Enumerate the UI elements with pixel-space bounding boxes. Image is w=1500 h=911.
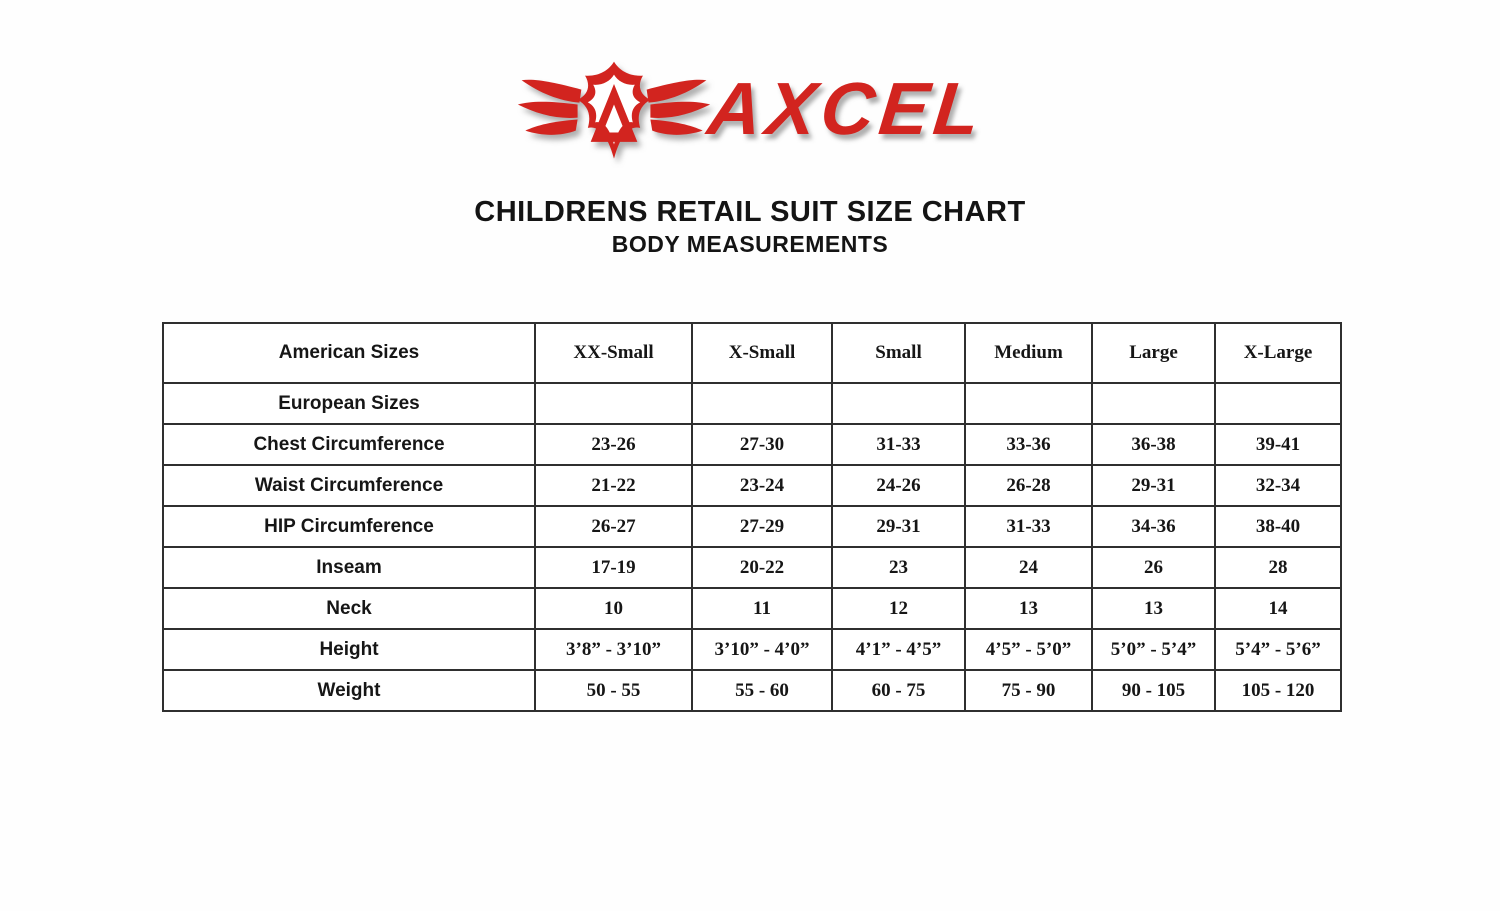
row-label-neck: Neck	[163, 588, 535, 629]
data-cell: 29-31	[1092, 465, 1215, 506]
data-cell: 20-22	[692, 547, 832, 588]
data-cell: 31-33	[832, 424, 965, 465]
table-row	[163, 383, 1341, 424]
data-cell: 13	[965, 588, 1092, 629]
axcel-logo	[0, 56, 1500, 168]
data-cell	[832, 383, 965, 424]
data-cell: 3’10” - 4’0”	[692, 629, 832, 670]
data-cell: 75 - 90	[965, 670, 1092, 711]
data-cell: 105 - 120	[1215, 670, 1341, 711]
data-cell: 33-36	[965, 424, 1092, 465]
data-cell: 13	[1092, 588, 1215, 629]
row-label-inseam: Inseam	[163, 547, 535, 588]
data-cell: 24	[965, 547, 1092, 588]
row-label-height: Height	[163, 629, 535, 670]
data-cell: 32-34	[1215, 465, 1341, 506]
table-row	[163, 588, 1341, 629]
data-cell: 50 - 55	[535, 670, 692, 711]
column-header-xx-small: XX-Small	[535, 323, 692, 383]
column-header-american-sizes: American Sizes	[163, 323, 535, 383]
data-cell	[1092, 383, 1215, 424]
data-cell: 27-30	[692, 424, 832, 465]
data-cell: 39-41	[1215, 424, 1341, 465]
column-header-medium: Medium	[965, 323, 1092, 383]
data-cell	[692, 383, 832, 424]
data-cell: 24-26	[832, 465, 965, 506]
data-cell: 26-27	[535, 506, 692, 547]
data-cell: 23-24	[692, 465, 832, 506]
row-label-waist-circumference: Waist Circumference	[163, 465, 535, 506]
data-cell	[965, 383, 1092, 424]
data-cell: 5’0” - 5’4”	[1092, 629, 1215, 670]
data-cell: 14	[1215, 588, 1341, 629]
data-cell: 26-28	[965, 465, 1092, 506]
row-label-chest-circumference: Chest Circumference	[163, 424, 535, 465]
data-cell: 17-19	[535, 547, 692, 588]
data-cell: 23-26	[535, 424, 692, 465]
size-chart-table	[162, 322, 1342, 712]
column-header-large: Large	[1092, 323, 1215, 383]
data-cell: 12	[832, 588, 965, 629]
data-cell: 55 - 60	[692, 670, 832, 711]
table-row	[163, 670, 1341, 711]
table-row	[163, 629, 1341, 670]
data-cell: 11	[692, 588, 832, 629]
data-cell: 60 - 75	[832, 670, 965, 711]
table-row	[163, 506, 1341, 547]
data-cell: 23	[832, 547, 965, 588]
data-cell: 3’8” - 3’10”	[535, 629, 692, 670]
data-cell: 31-33	[965, 506, 1092, 547]
column-header-x-large: X-Large	[1215, 323, 1341, 383]
page-subtitle: BODY MEASUREMENTS	[611, 231, 889, 257]
data-cell	[535, 383, 692, 424]
data-cell: 34-36	[1092, 506, 1215, 547]
data-cell	[1215, 383, 1341, 424]
data-cell: 90 - 105	[1092, 670, 1215, 711]
data-cell: 26	[1092, 547, 1215, 588]
row-label-hip-circumference: HIP Circumference	[163, 506, 535, 547]
data-cell: 21-22	[535, 465, 692, 506]
data-cell: 27-29	[692, 506, 832, 547]
table-row	[163, 424, 1341, 465]
row-label-european-sizes: European Sizes	[163, 383, 535, 424]
table-row	[163, 547, 1341, 588]
data-cell: 5’4” - 5’6”	[1215, 629, 1341, 670]
data-cell: 38-40	[1215, 506, 1341, 547]
table-header-row	[163, 323, 1341, 383]
axcel-wordmark: AXCEL	[704, 66, 989, 150]
column-header-small: Small	[832, 323, 965, 383]
row-label-weight: Weight	[163, 670, 535, 711]
page-title: CHILDRENS RETAIL SUIT SIZE CHART	[474, 196, 1026, 228]
data-cell: 4’1” - 4’5”	[832, 629, 965, 670]
column-header-x-small: X-Small	[692, 323, 832, 383]
data-cell: 4’5” - 5’0”	[965, 629, 1092, 670]
table-row	[163, 465, 1341, 506]
data-cell: 28	[1215, 547, 1341, 588]
data-cell: 10	[535, 588, 692, 629]
data-cell: 36-38	[1092, 424, 1215, 465]
data-cell: 29-31	[832, 506, 965, 547]
axcel-winged-shield-icon	[516, 56, 712, 168]
